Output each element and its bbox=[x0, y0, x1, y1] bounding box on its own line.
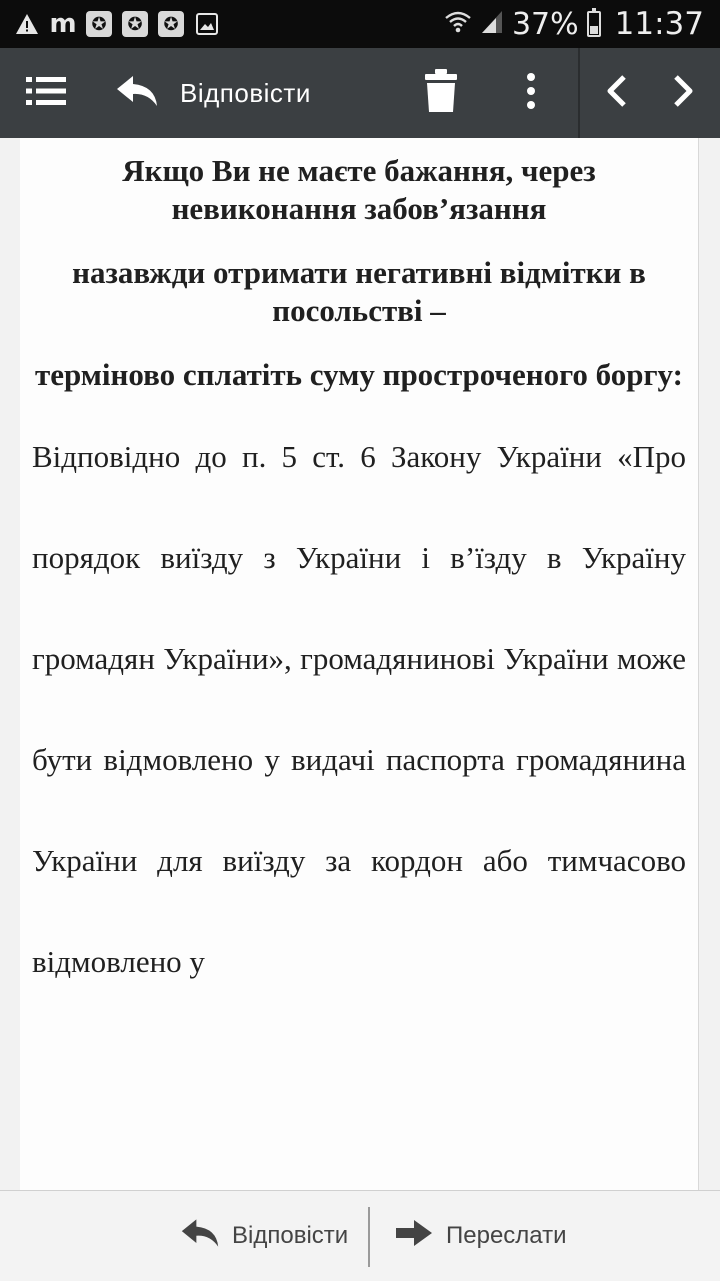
toolbar-divider bbox=[578, 48, 580, 138]
previous-message-button[interactable] bbox=[596, 48, 636, 138]
heading-line-2: назавжди отримати негативні відмітки в посольстві – bbox=[72, 255, 646, 328]
forward-button[interactable] bbox=[394, 1191, 567, 1281]
warning-icon bbox=[14, 11, 40, 37]
image-icon bbox=[194, 11, 220, 37]
more-options-button[interactable] bbox=[508, 48, 554, 138]
forward-icon bbox=[394, 1218, 434, 1255]
battery-percent: 37% bbox=[511, 6, 579, 42]
reply-icon bbox=[180, 1217, 220, 1256]
forward-label: Переслати bbox=[446, 1222, 567, 1249]
bottom-reply-label: Відповісти bbox=[232, 1222, 349, 1249]
body-paragraph: Відповідно до п. 5 ст. 6 Закону України «Про порядок виїзду з України і в’їзду в Україну громадян України», громадянинові України може бути відмовлено у видачі паспорта громадянина України для виїзду за кордон або тимчасово відмовлено у bbox=[32, 439, 686, 979]
notification-icons bbox=[14, 0, 220, 48]
system-indicators bbox=[444, 0, 704, 48]
chevron-left-icon bbox=[606, 75, 626, 112]
trash-icon bbox=[424, 68, 458, 119]
next-message-button[interactable] bbox=[664, 48, 704, 138]
reply-label[interactable]: Відповісти bbox=[180, 77, 311, 108]
reply-button[interactable] bbox=[104, 48, 170, 138]
star-badge-icon: ✪ bbox=[86, 11, 112, 37]
message-toolbar bbox=[0, 48, 720, 138]
m-notification-icon: m bbox=[49, 9, 77, 39]
more-vertical-icon bbox=[526, 72, 536, 115]
star-badge-icon: ✪ bbox=[122, 11, 148, 37]
heading-line-3: терміново сплатіть суму простроченого боргу: bbox=[35, 357, 683, 392]
message-body[interactable] bbox=[20, 138, 699, 1190]
battery-icon bbox=[587, 11, 601, 37]
delete-button[interactable] bbox=[414, 48, 468, 138]
bottom-reply-button[interactable] bbox=[180, 1191, 348, 1281]
star-badge-icon: ✪ bbox=[158, 11, 184, 37]
status-bar bbox=[0, 0, 720, 48]
menu-button[interactable] bbox=[16, 48, 76, 138]
wifi-icon bbox=[444, 9, 472, 40]
clock: 11:37 bbox=[614, 6, 704, 42]
chevron-right-icon bbox=[674, 75, 694, 112]
signal-icon bbox=[480, 9, 504, 40]
bottom-divider bbox=[368, 1207, 370, 1267]
menu-icon bbox=[26, 75, 66, 112]
bottom-action-bar bbox=[0, 1190, 720, 1281]
reply-icon bbox=[115, 74, 159, 113]
heading-line-1: Якщо Ви не маєте бажання, через невиконання забов’язання bbox=[122, 153, 596, 226]
